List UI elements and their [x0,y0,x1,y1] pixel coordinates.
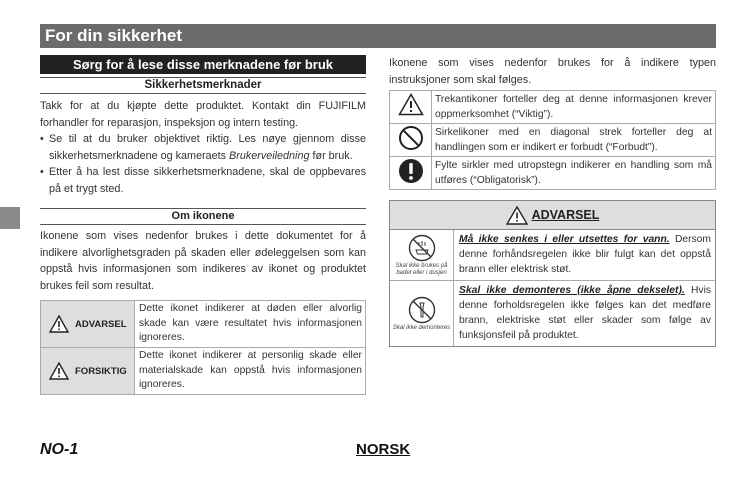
warning-header [390,201,715,230]
signal-label: FORSIKTIG [75,365,127,377]
side-thumb-tab [0,207,20,229]
manual-title: Brukerveiledning [229,149,310,162]
icon-caption: Skal ikke brukes på badet eller i dusjen [395,262,448,276]
signal-description: Dette ikonet indikerer at døden eller alvorlig skade kan være resultatet hvis informasjonen ignoreres. [135,301,366,348]
warning-triangle-icon [506,206,528,225]
right-column [389,55,716,347]
icon-types-intro: Ikonene som vises nedenfor brukes for å indikere typen instruksjoner som skal følges. [389,57,716,86]
page-title: For din sikkerhet [40,24,716,48]
table-row [41,301,366,348]
table-row [390,157,716,190]
mandatory-icon [398,158,424,184]
icon-caption: Skal ikke demonteres [392,324,451,331]
warning-text: Må ikke senkes i eller utsettes for vann. Dersom denne forhåndsregelen ikke blir fulgt kan det oppstå brann eller elektrisk støt. [459,234,711,275]
warning-box [389,200,716,347]
warning-triangle-icon [49,315,69,333]
icon-description: Fylte sirkler med utropstegn indikerer en handling som må utføres (“Obligatorisk”). [432,157,716,190]
caution-triangle-icon [49,362,69,380]
list-item [390,230,715,281]
language-label: NORSK [356,441,411,458]
triangle-icon [398,93,424,116]
prohibited-icon [398,125,424,151]
table-row [390,124,716,157]
warning-title: ADVARSEL [531,208,600,222]
intro-paragraph: Takk for at du kjøpte dette produktet. Kontakt din FUJIFILM forhandler for reparasjon, inspeksjon og intern testing. [40,100,366,129]
icon-description: Trekantikoner forteller deg at denne informasjonen krever oppmerksomhet (“Viktig”). [432,91,716,124]
signal-word-table [40,300,366,395]
no-bathroom-use-icon [407,234,437,262]
signal-label: ADVARSEL [75,318,127,330]
icon-types-table [389,90,716,190]
safety-notes-heading: Sikkerhetsmerknader [40,77,366,94]
table-row [390,91,716,124]
bullet-item: • Etter å ha lest disse sikkerhetsmerknadene, skal de oppbevares på et trygt sted. [40,164,366,197]
left-column [40,55,366,197]
warning-text: Skal ikke demonteres (ikke åpne dekselet). Hvis denne forholdsregelen ikke følges kan det medføre brann, elektriske støt eller skader som følge av funksjonsfeil på produktet. [459,285,711,341]
warning-lead: Skal ikke demonteres (ikke åpne dekselet). [459,285,685,296]
table-row [41,348,366,395]
about-icons-heading: Om ikonene [40,208,366,225]
page-number: NO-1 [40,441,79,458]
warning-lead: Må ikke senkes i eller utsettes for vann. [459,234,670,245]
icon-description: Sirkelikoner med en diagonal strek forteller deg at handlingen som er indikert er forbudt (“Forbudt”). [432,124,716,157]
no-disassembly-icon [407,296,437,324]
bullet-item: • Se til at du bruker objektivet riktig. Les nøye gjennom disse sikkerhetsmerknadene og kameraets Brukerveiledning før bruk. [40,131,366,164]
safety-bullet-list [40,131,366,197]
about-icons-paragraph: Ikonene som vises nedenfor brukes i dette dokumentet for å indikere alvorlighetsgraden på skaden eller ødeleggelsen som kan oppstå hvis informasjonen som indikeres av ikonet og produktet brukes feil som resultat. [40,230,366,292]
list-item [390,281,715,346]
read-before-use-banner: Sørg for å lese disse merknadene før bruk [40,55,366,74]
signal-description: Dette ikonet indikerer at personlig skade eller materialskade kan oppstå hvis informasjonen ignoreres. [135,348,366,395]
